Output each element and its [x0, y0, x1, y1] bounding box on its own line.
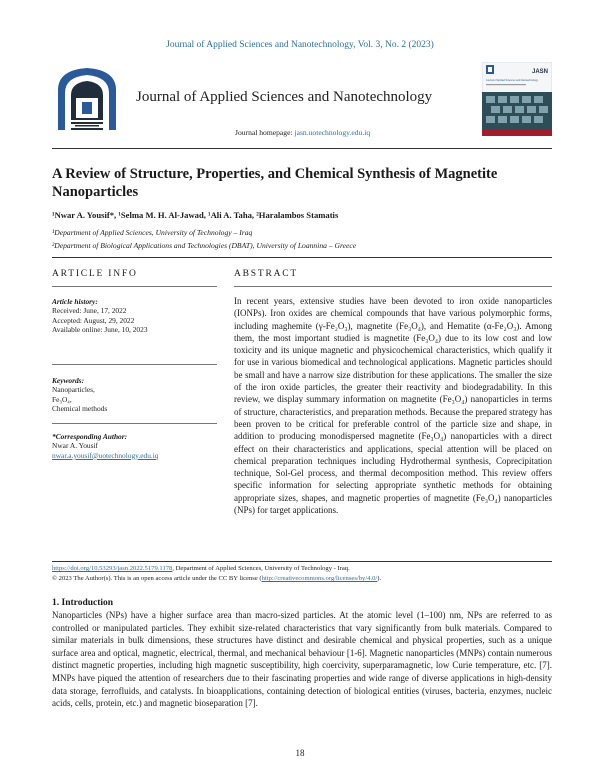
- license-link[interactable]: http://creativecommons.org/licenses/by/4.0/: [261, 575, 378, 582]
- divider: [52, 423, 217, 424]
- cover-journal-title: Journal of Applied Sciences and Nanotechnology: [486, 79, 538, 82]
- doi-affiliation: , Department of Applied Sciences, University of Technology - Iraq.: [172, 565, 350, 572]
- license-prefix: © 2023 The Author(s). This is an open access article under the CC BY license (: [52, 575, 262, 582]
- journal-cover-icon: [482, 62, 552, 136]
- divider: [52, 364, 217, 365]
- corresponding-author: [52, 432, 222, 460]
- article-title: A Review of Structure, Properties, and Chemical Synthesis of Magnetite Nanoparticles: [52, 166, 498, 200]
- license-line: [52, 575, 381, 582]
- keyword: Fe₃O₄,: [52, 394, 72, 404]
- journal-name: Journal of Applied Sciences and Nanotechnology: [136, 89, 433, 105]
- license-suffix: ).: [377, 575, 382, 582]
- available-date: Available online: June, 10, 2023: [52, 325, 148, 335]
- cover-brand: JASN: [532, 69, 549, 75]
- homepage-link[interactable]: jasn.uotechnology.edu.iq: [294, 128, 371, 137]
- introduction-heading: 1. Introduction: [52, 598, 114, 608]
- university-emblem-icon: [52, 64, 122, 132]
- page-number: 18: [295, 748, 305, 758]
- doi-link[interactable]: https://doi.org/10.53293/jasn.2022.5179.1178: [52, 565, 173, 572]
- keyword: Nanoparticles,: [52, 385, 95, 395]
- affiliation-1: ¹Department of Applied Sciences, University of Technology – Iraq: [52, 228, 253, 237]
- divider: [52, 561, 552, 562]
- corresponding-label: *Corresponding Author:: [52, 432, 128, 441]
- history-label: Article history:: [52, 297, 98, 306]
- affiliation-2: ²Department of Biological Applications and Technologies (DBAT), University of Loannina – Greece: [52, 241, 357, 250]
- keywords: [52, 376, 222, 414]
- divider: [234, 286, 552, 287]
- homepage-label: Journal homepage:: [235, 128, 293, 137]
- divider: [52, 286, 217, 287]
- article-info-heading: ARTICLE INFO: [52, 269, 138, 279]
- keyword: Chemical methods: [52, 404, 108, 414]
- running-header: Journal of Applied Sciences and Nanotechnology, Vol. 3, No. 2 (2023): [166, 40, 434, 50]
- abstract-heading: ABSTRACT: [234, 269, 299, 279]
- received-date: Received: June, 17, 2022: [52, 306, 127, 316]
- corresponding-name: Nwar A. Yousif: [52, 441, 98, 451]
- introduction-text: Nanoparticles (NPs) have a higher surface area than macro-sized particles. At the atomic level (1–100) nm, NPs are referred to as controlled or manipulated particles. They exhibit size-related characteristics that vary significantly from bulk materials. Compared to similar materials in bulk dimensions, these structures have distinct and desirable chemical and physical properties, such as a unique surface area and optical, magnetic, electrical, thermal, and mechanical behaviour [1-6]. Magnetic nanoparticles (MNPs) contain numerous distinct magnetic properties, including high magnetic susceptibility, high coercivity, superparamagnetic, low Curie temperature, etc. [7]. MNPs have piqued the attention of researchers due to their fascinating properties and wide range of diverse applications in high-density data storage, ferrofluids, and catalysts. In bioapplications, containing detection of biological entities (viruses, bacteria, enzymes, nucleic acids, cells, protein, etc.) and magnetic bioseparation [7].: [52, 610, 552, 709]
- abstract-text: In recent years, extensive studies have been devoted to iron oxide nanoparticles (IONPs). Iron oxides are chemical compounds that have various polymorphic forms, including maghemite (γ-Fe₂O₃), magnetite (Fe₃O₄), and Hematite (α-Fe₂O₃). Among them, the most important studied is magnetite (Fe₃O₄) due to its low cost and low toxicity and its unique magnetic and physicochemical characteristics, which qualify it for use in various biomedical and technological applications. Magnetic particles should be small and have a narrow size distribution for these applications. The smaller the size of the iron oxide particles, the greater their reactivity and biodegradability. In this review, we display summary information on magnetite (Fe₃O₄) nanoparticles in terms of structure, characteristics, and preparation methods. Because the prepared strategy has been proven to be critical for preferable control of the particle size and shape, in addition to producing monodispersed magnetite (Fe₃O₄) nanoparticles with a direct effect on their characteristics and applications, special attention will be placed on chemical preparation techniques including Hydrothermal synthesis, Coprecipitation technique, Sol-Gel process, and thermal decomposition method. This review offers specific information for selecting appropriate synthetic methods for obtaining appropriate sizes, shapes, and magnetic properties of magnetite (Fe₃O₄) nanoparticles (NPs) for target applications.: [234, 296, 552, 516]
- doi-line: [52, 565, 350, 572]
- keywords-label: Keywords:: [52, 376, 85, 385]
- article-history: [52, 297, 222, 335]
- accepted-date: Accepted: August, 29, 2022: [52, 315, 135, 325]
- journal-masthead: [52, 60, 552, 136]
- corresponding-email-link[interactable]: nwar.a.yousif@uotechnology.edu.iq: [52, 450, 159, 460]
- divider: [52, 148, 552, 149]
- journal-homepage: [235, 128, 370, 137]
- author-list: ¹Nwar A. Yousif*, ¹Selma M. H. Al-Jawad, ¹Ali A. Taha, ²Haralambos Stamatis: [52, 210, 339, 220]
- divider: [52, 257, 552, 258]
